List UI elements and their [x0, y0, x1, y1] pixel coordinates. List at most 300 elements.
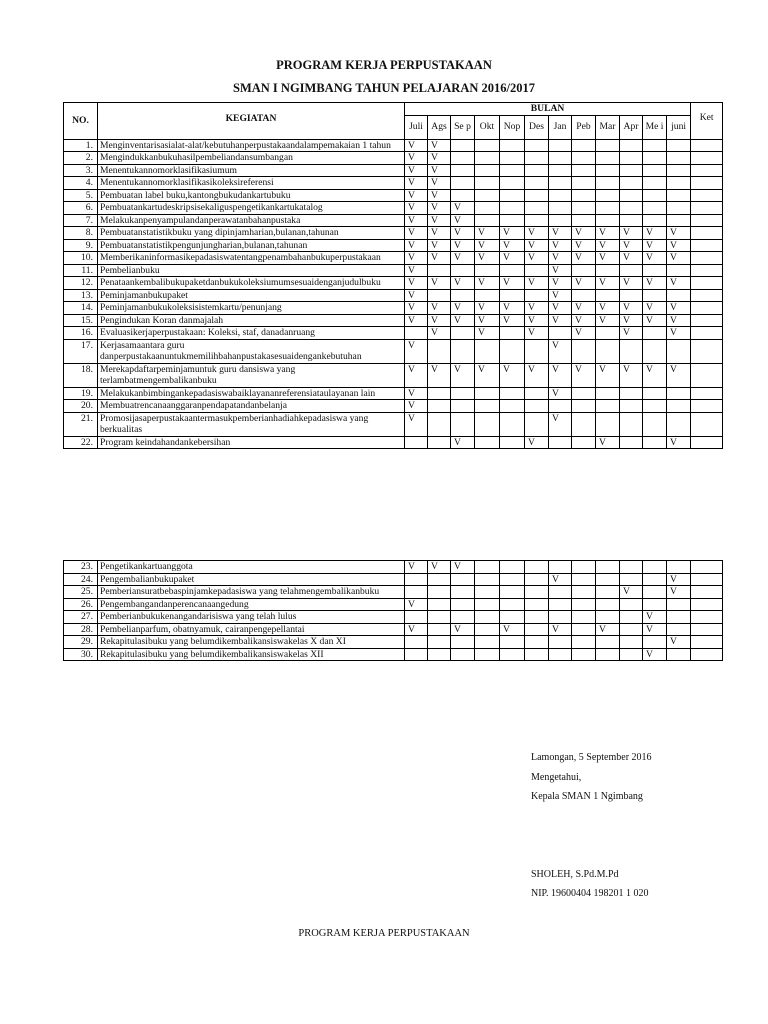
- month-mark: [500, 436, 525, 449]
- month-mark: V: [643, 302, 667, 315]
- month-mark: V: [667, 277, 691, 290]
- month-mark: [475, 412, 500, 436]
- month-mark: V: [475, 327, 500, 340]
- month-mark: [667, 648, 691, 661]
- row-ket: [691, 227, 723, 240]
- row-activity: Penataankembalibukupaketdanbukukoleksiumumsesuaidenganjudulbuku: [98, 277, 405, 290]
- month-mark: [405, 573, 428, 586]
- month-mark: [549, 436, 572, 449]
- month-mark: [620, 598, 643, 611]
- month-mark: [643, 139, 667, 152]
- month-mark: V: [549, 623, 572, 636]
- month-mark: [643, 164, 667, 177]
- row-number: 29.: [64, 636, 98, 649]
- month-mark: [525, 598, 549, 611]
- month-mark: [596, 400, 620, 413]
- month-mark: [475, 586, 500, 599]
- month-mark: V: [500, 314, 525, 327]
- month-mark: [428, 412, 451, 436]
- row-ket: [691, 412, 723, 436]
- month-mark: [667, 264, 691, 277]
- month-mark: [500, 611, 525, 624]
- month-mark: V: [667, 314, 691, 327]
- month-mark: V: [451, 239, 475, 252]
- month-mark: V: [525, 363, 549, 387]
- month-mark: [525, 400, 549, 413]
- month-mark: [428, 400, 451, 413]
- month-mark: [620, 412, 643, 436]
- row-activity: Pembuatankartudeskripsisekaliguspengetikankartukatalog: [98, 202, 405, 215]
- month-mark: [500, 586, 525, 599]
- month-mark: V: [549, 227, 572, 240]
- row-activity: Kerjasamaantara guru danperpustakaanuntukmemilihbahanpustakasesuaidengankebutuhan: [98, 339, 405, 363]
- month-mark: V: [667, 227, 691, 240]
- month-mark: [596, 636, 620, 649]
- row-ket: [691, 586, 723, 599]
- table-row: [64, 214, 723, 227]
- month-mark: [643, 177, 667, 190]
- row-activity: Menentukannomorklasifikasiumum: [98, 164, 405, 177]
- month-mark: V: [620, 277, 643, 290]
- row-ket: [691, 214, 723, 227]
- month-mark: [596, 327, 620, 340]
- month-mark: [475, 264, 500, 277]
- month-mark: [667, 611, 691, 624]
- month-mark: [643, 586, 667, 599]
- row-activity: Evaluasikerjaperpustakaan: Koleksi, staf, danadanruang: [98, 327, 405, 340]
- header-activity: KEGIATAN: [98, 103, 405, 140]
- month-mark: V: [667, 302, 691, 315]
- month-mark: V: [620, 252, 643, 265]
- month-mark: [428, 611, 451, 624]
- month-mark: V: [525, 277, 549, 290]
- month-mark: [500, 202, 525, 215]
- month-mark: [525, 264, 549, 277]
- month-mark: V: [525, 436, 549, 449]
- month-mark: V: [500, 239, 525, 252]
- month-mark: [500, 327, 525, 340]
- month-mark: [667, 164, 691, 177]
- month-mark: [500, 648, 525, 661]
- row-activity: Pembuatan label buku,kantongbukudankartubuku: [98, 189, 405, 202]
- month-mark: [620, 611, 643, 624]
- month-mark: [525, 339, 549, 363]
- month-mark: [572, 164, 596, 177]
- month-mark: V: [525, 314, 549, 327]
- table-row: [64, 252, 723, 265]
- row-ket: [691, 277, 723, 290]
- table-row: [64, 561, 723, 574]
- month-mark: [643, 400, 667, 413]
- month-mark: [667, 387, 691, 400]
- month-mark: [596, 561, 620, 574]
- month-mark: [596, 164, 620, 177]
- month-mark: [428, 573, 451, 586]
- month-mark: V: [667, 252, 691, 265]
- month-mark: [549, 214, 572, 227]
- month-mark: [620, 139, 643, 152]
- row-number: 11.: [64, 264, 98, 277]
- month-mark: V: [596, 227, 620, 240]
- month-mark: [549, 648, 572, 661]
- row-activity: Pembelianparfum, obatnyamuk, cairanpengepellantai: [98, 623, 405, 636]
- month-mark: [405, 636, 428, 649]
- row-number: 26.: [64, 598, 98, 611]
- month-mark: [643, 561, 667, 574]
- row-activity: Pemberianbukukenangandarisiswa yang telah lulus: [98, 611, 405, 624]
- month-mark: V: [572, 252, 596, 265]
- month-mark: [596, 598, 620, 611]
- month-mark: [596, 189, 620, 202]
- header-no: NO.: [64, 103, 98, 140]
- row-activity: Melakukanbimbingankepadasiswabaiklayananreferensiataulayanan lain: [98, 387, 405, 400]
- table-row: [64, 400, 723, 413]
- month-mark: V: [428, 227, 451, 240]
- month-mark: [549, 139, 572, 152]
- month-mark: V: [405, 252, 428, 265]
- month-mark: [428, 623, 451, 636]
- row-activity: Pembuatanstatistikpengunjungharian,bulanan,tahunan: [98, 239, 405, 252]
- month-mark: V: [549, 339, 572, 363]
- month-mark: [596, 339, 620, 363]
- month-mark: [572, 177, 596, 190]
- month-mark: V: [405, 277, 428, 290]
- header-month: Peb: [572, 115, 596, 139]
- row-ket: [691, 561, 723, 574]
- table-row: [64, 387, 723, 400]
- month-mark: V: [428, 152, 451, 165]
- month-mark: V: [405, 239, 428, 252]
- month-mark: [525, 412, 549, 436]
- row-ket: [691, 636, 723, 649]
- month-mark: V: [451, 252, 475, 265]
- month-mark: V: [572, 314, 596, 327]
- row-ket: [691, 264, 723, 277]
- table-row: [64, 139, 723, 152]
- month-mark: [667, 412, 691, 436]
- month-mark: V: [620, 314, 643, 327]
- month-mark: [572, 264, 596, 277]
- table-row: [64, 436, 723, 449]
- month-mark: V: [405, 152, 428, 165]
- table-row: [64, 598, 723, 611]
- month-mark: V: [405, 302, 428, 315]
- month-mark: [620, 202, 643, 215]
- month-mark: V: [667, 586, 691, 599]
- month-mark: [428, 648, 451, 661]
- month-mark: [620, 648, 643, 661]
- month-mark: [475, 164, 500, 177]
- document-subtitle: SMAN I NGIMBANG TAHUN PELAJARAN 2016/2017: [233, 81, 535, 95]
- month-mark: V: [405, 339, 428, 363]
- month-mark: [667, 289, 691, 302]
- row-ket: [691, 164, 723, 177]
- row-ket: [691, 139, 723, 152]
- month-mark: V: [549, 387, 572, 400]
- signature-name: SHOLEH, S.Pd.M.Pd: [531, 869, 619, 880]
- document-title: PROGRAM KERJA PERPUSTAKAAN: [276, 58, 492, 72]
- month-mark: [451, 177, 475, 190]
- month-mark: V: [405, 202, 428, 215]
- header-ket: Ket: [691, 103, 723, 140]
- month-mark: [475, 636, 500, 649]
- month-mark: V: [549, 314, 572, 327]
- month-mark: V: [667, 436, 691, 449]
- header-month: Okt: [475, 115, 500, 139]
- month-mark: V: [667, 363, 691, 387]
- month-mark: [643, 436, 667, 449]
- month-mark: [572, 214, 596, 227]
- month-mark: [596, 152, 620, 165]
- row-number: 21.: [64, 412, 98, 436]
- month-mark: [475, 611, 500, 624]
- row-number: 9.: [64, 239, 98, 252]
- month-mark: [549, 611, 572, 624]
- month-mark: [475, 436, 500, 449]
- row-activity: Memberikaninformasikepadasiswatentangpenambahanbukuperpustakaan: [98, 252, 405, 265]
- row-activity: Pengindukan Koran danmajalah: [98, 314, 405, 327]
- month-mark: [405, 648, 428, 661]
- row-activity: Membuatrencanaanggaranpendapatandanbelanja: [98, 400, 405, 413]
- row-ket: [691, 363, 723, 387]
- month-mark: [475, 139, 500, 152]
- month-mark: V: [405, 314, 428, 327]
- row-activity: Menginventarisasialat-alat/kebutuhanperpustakaandalampemakaian 1 tahun: [98, 139, 405, 152]
- row-number: 2.: [64, 152, 98, 165]
- month-mark: [667, 339, 691, 363]
- month-mark: [500, 412, 525, 436]
- header-month-group: BULAN: [405, 103, 691, 116]
- month-mark: [620, 400, 643, 413]
- month-mark: V: [475, 227, 500, 240]
- month-mark: [451, 164, 475, 177]
- month-mark: V: [428, 214, 451, 227]
- month-mark: [620, 264, 643, 277]
- month-mark: [643, 412, 667, 436]
- row-number: 17.: [64, 339, 98, 363]
- month-mark: V: [549, 239, 572, 252]
- month-mark: [549, 636, 572, 649]
- month-mark: V: [549, 289, 572, 302]
- month-mark: V: [405, 227, 428, 240]
- month-mark: [525, 648, 549, 661]
- table-row: [64, 302, 723, 315]
- row-ket: [691, 648, 723, 661]
- table-row: [64, 289, 723, 302]
- row-activity: Menentukannomorklasifikasikoleksireferensi: [98, 177, 405, 190]
- row-ket: [691, 302, 723, 315]
- row-number: 14.: [64, 302, 98, 315]
- month-mark: V: [428, 202, 451, 215]
- month-mark: V: [451, 214, 475, 227]
- month-mark: V: [500, 277, 525, 290]
- month-mark: [643, 573, 667, 586]
- month-mark: [572, 648, 596, 661]
- row-number: 10.: [64, 252, 98, 265]
- month-mark: V: [596, 623, 620, 636]
- month-mark: [643, 214, 667, 227]
- month-mark: [405, 436, 428, 449]
- month-mark: V: [428, 363, 451, 387]
- month-mark: [572, 189, 596, 202]
- row-number: 19.: [64, 387, 98, 400]
- month-mark: [596, 177, 620, 190]
- row-activity: Pengembangandanperencanaangedung: [98, 598, 405, 611]
- schedule-table-part1: [63, 102, 723, 449]
- month-mark: [475, 177, 500, 190]
- month-mark: V: [451, 314, 475, 327]
- month-mark: V: [620, 586, 643, 599]
- month-mark: [405, 327, 428, 340]
- month-mark: V: [475, 363, 500, 387]
- month-mark: [549, 177, 572, 190]
- month-mark: V: [428, 327, 451, 340]
- signature-place-date: Lamongan, 5 September 2016: [531, 752, 652, 763]
- row-ket: [691, 598, 723, 611]
- row-number: 5.: [64, 189, 98, 202]
- row-ket: [691, 177, 723, 190]
- row-activity: Pemberiansuratbebaspinjamkepadasiswa yang telahmengembalikanbuku: [98, 586, 405, 599]
- month-mark: V: [428, 139, 451, 152]
- schedule-table-part2: [63, 560, 723, 661]
- table-row: [64, 264, 723, 277]
- month-mark: V: [500, 363, 525, 387]
- month-mark: [475, 573, 500, 586]
- month-mark: [525, 202, 549, 215]
- row-number: 23.: [64, 561, 98, 574]
- month-mark: [572, 573, 596, 586]
- month-mark: [549, 164, 572, 177]
- month-mark: V: [428, 189, 451, 202]
- month-mark: [667, 177, 691, 190]
- month-mark: [451, 648, 475, 661]
- month-mark: V: [572, 227, 596, 240]
- month-mark: V: [549, 277, 572, 290]
- month-mark: [549, 400, 572, 413]
- month-mark: [549, 598, 572, 611]
- table-row: [64, 177, 723, 190]
- month-mark: [475, 152, 500, 165]
- row-number: 24.: [64, 573, 98, 586]
- month-mark: [500, 177, 525, 190]
- month-mark: [475, 387, 500, 400]
- month-mark: [500, 152, 525, 165]
- row-activity: Peminjamanbukupaket: [98, 289, 405, 302]
- row-number: 27.: [64, 611, 98, 624]
- table-row: [64, 314, 723, 327]
- row-activity: Mengindukkanbukuhasilpembeliandansumbangan: [98, 152, 405, 165]
- signature-nip: NIP. 19600404 198201 1 020: [531, 888, 649, 899]
- month-mark: [643, 289, 667, 302]
- month-mark: V: [500, 302, 525, 315]
- month-mark: [451, 611, 475, 624]
- month-mark: [620, 636, 643, 649]
- row-activity: Rekapitulasibuku yang belumdikembalikansiswakelas X dan XI: [98, 636, 405, 649]
- month-mark: [643, 327, 667, 340]
- month-mark: [428, 339, 451, 363]
- table-row: [64, 636, 723, 649]
- month-mark: [549, 189, 572, 202]
- month-mark: V: [405, 363, 428, 387]
- row-activity: Pengembalianbukupaket: [98, 573, 405, 586]
- month-mark: [525, 139, 549, 152]
- month-mark: [451, 289, 475, 302]
- row-number: 12.: [64, 277, 98, 290]
- month-mark: [572, 623, 596, 636]
- row-ket: [691, 400, 723, 413]
- month-mark: V: [405, 412, 428, 436]
- month-mark: V: [596, 252, 620, 265]
- row-activity: Pembelianbuku: [98, 264, 405, 277]
- row-number: 16.: [64, 327, 98, 340]
- month-mark: V: [405, 400, 428, 413]
- month-mark: [451, 339, 475, 363]
- month-mark: [525, 636, 549, 649]
- month-mark: [475, 214, 500, 227]
- month-mark: V: [428, 239, 451, 252]
- month-mark: V: [405, 177, 428, 190]
- table-row: [64, 227, 723, 240]
- month-mark: [525, 214, 549, 227]
- month-mark: V: [500, 623, 525, 636]
- row-activity: Rekapitulasibuku yang belumdikembalikansiswakelas XII: [98, 648, 405, 661]
- row-number: 1.: [64, 139, 98, 152]
- month-mark: V: [475, 277, 500, 290]
- month-mark: [500, 189, 525, 202]
- month-mark: V: [620, 327, 643, 340]
- month-mark: [475, 339, 500, 363]
- table-row: [64, 327, 723, 340]
- row-activity: Program keindahandankebersihan: [98, 436, 405, 449]
- header-month: Nop: [500, 115, 525, 139]
- month-mark: [475, 400, 500, 413]
- month-mark: [620, 387, 643, 400]
- month-mark: [475, 202, 500, 215]
- row-number: 3.: [64, 164, 98, 177]
- month-mark: [451, 152, 475, 165]
- month-mark: V: [667, 573, 691, 586]
- row-ket: [691, 252, 723, 265]
- month-mark: V: [643, 363, 667, 387]
- month-mark: V: [596, 314, 620, 327]
- month-mark: V: [525, 227, 549, 240]
- month-mark: [643, 636, 667, 649]
- month-mark: [572, 152, 596, 165]
- month-mark: [500, 289, 525, 302]
- row-number: 15.: [64, 314, 98, 327]
- month-mark: [620, 623, 643, 636]
- month-mark: [596, 264, 620, 277]
- row-ket: [691, 611, 723, 624]
- row-activity: Promosijasaperpustakaantermasukpemberianhadiahkepadasiswa yang berkualitas: [98, 412, 405, 436]
- month-mark: [549, 202, 572, 215]
- signature-acknowledged: Mengetahui,: [531, 772, 582, 783]
- month-mark: [405, 586, 428, 599]
- row-number: 22.: [64, 436, 98, 449]
- row-ket: [691, 436, 723, 449]
- month-mark: V: [451, 363, 475, 387]
- month-mark: [596, 648, 620, 661]
- month-mark: [428, 436, 451, 449]
- row-ket: [691, 239, 723, 252]
- month-mark: [667, 214, 691, 227]
- row-number: 8.: [64, 227, 98, 240]
- month-mark: [525, 586, 549, 599]
- table-row: [64, 277, 723, 290]
- header-month: juni: [667, 115, 691, 139]
- month-mark: V: [405, 189, 428, 202]
- month-mark: [620, 177, 643, 190]
